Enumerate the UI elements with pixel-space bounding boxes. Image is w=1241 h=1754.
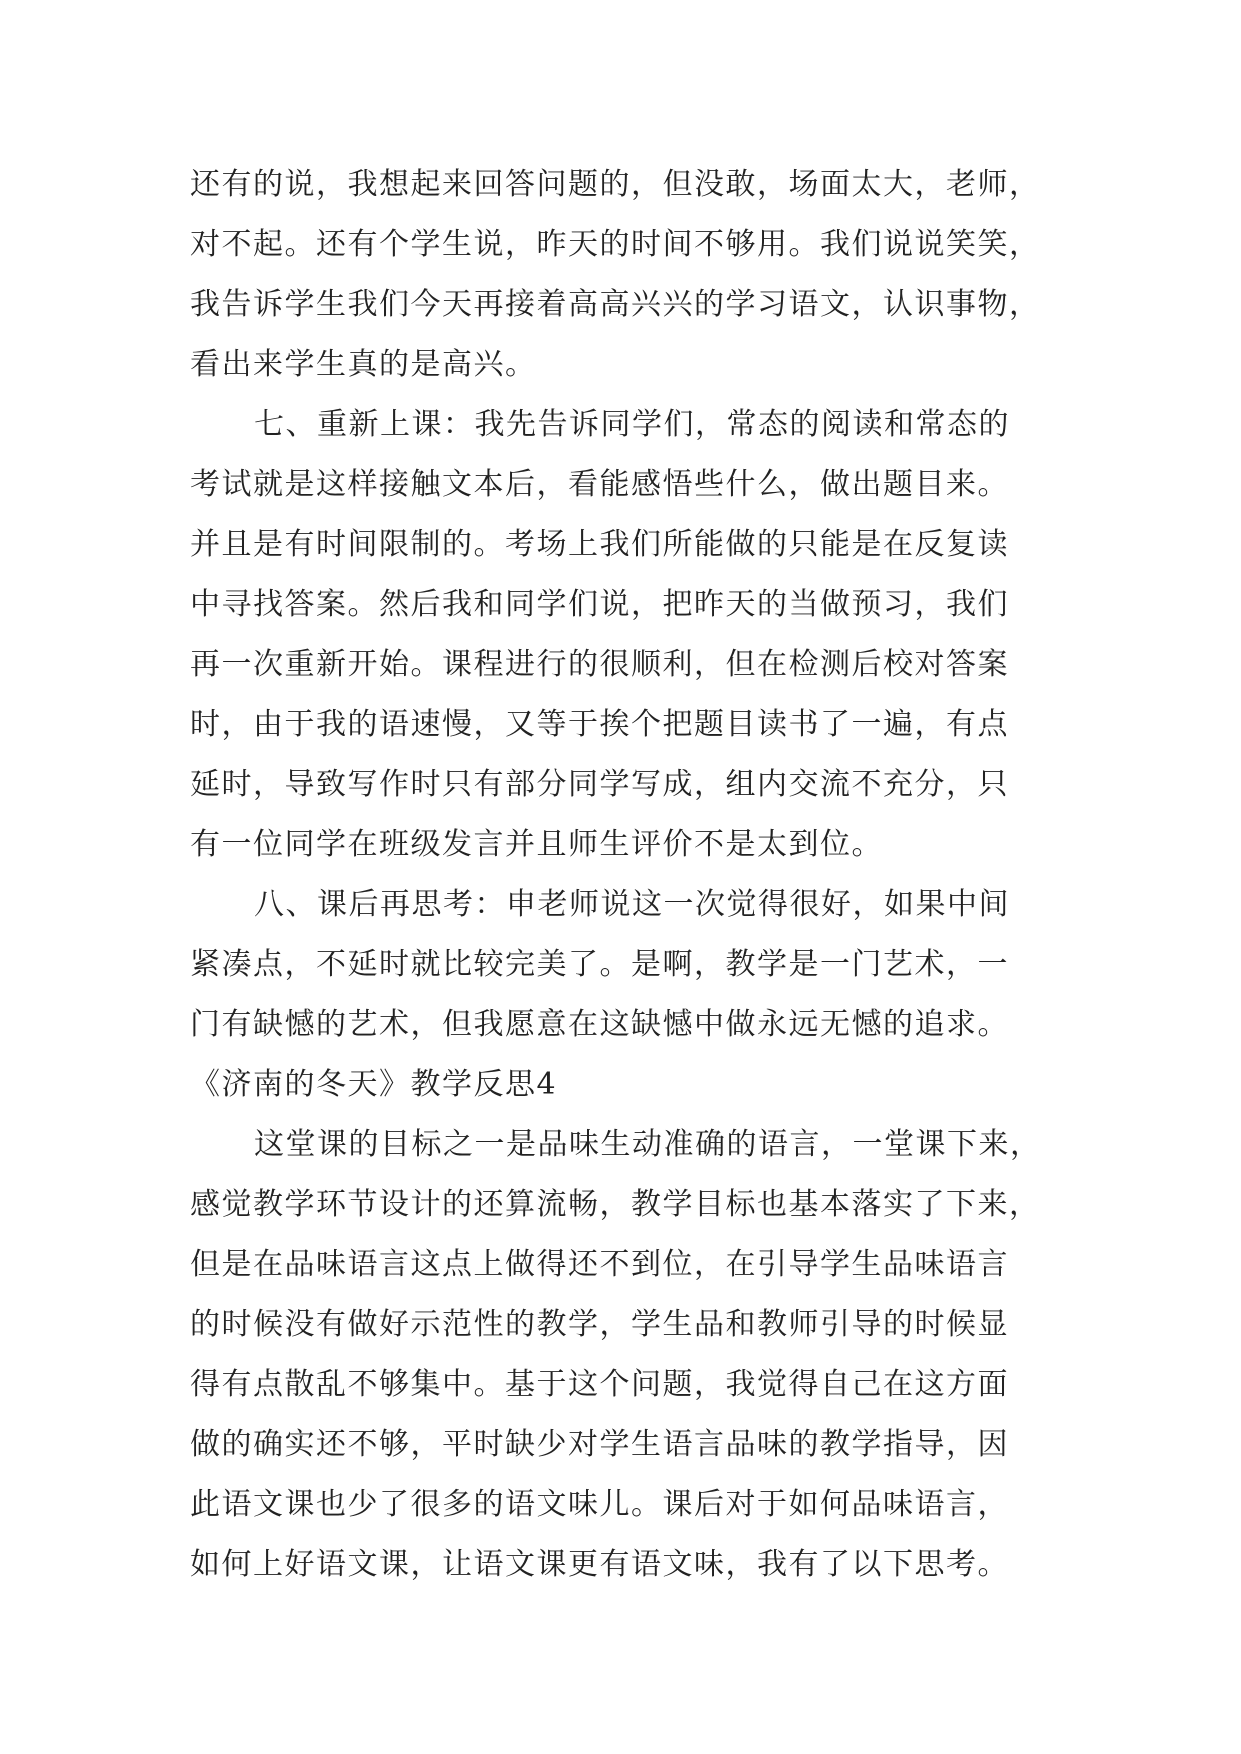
paragraph-start-line: 七、重新上课：我先告诉同学们，常态的阅读和常态的 — [254, 407, 1010, 442]
text-line: 对不起。还有个学生说，昨天的时间不够用。我们说说笑笑， — [190, 227, 1041, 262]
text-line: 做的确实还不够，平时缺少对学生语言品味的教学指导，因 — [190, 1427, 1009, 1462]
text-line: 延时，导致写作时只有部分同学写成，组内交流不充分，只 — [190, 767, 1009, 802]
section-heading: 《济南的冬天》教学反思4 — [190, 1067, 558, 1102]
text-line: 看出来学生真的是高兴。 — [190, 347, 537, 382]
text-line: 此语文课也少了很多的语文味儿。课后对于如何品味语言， — [190, 1487, 1009, 1522]
text-line: 门有缺憾的艺术，但我愿意在这缺憾中做永远无憾的追求。 — [190, 1007, 1009, 1042]
text-line: 有一位同学在班级发言并且师生评价不是太到位。 — [190, 827, 883, 862]
paragraph-start-line: 这堂课的目标之一是品味生动准确的语言，一堂课下来， — [254, 1127, 1042, 1162]
text-line: 还有的说，我想起来回答问题的，但没敢，场面太大，老师， — [190, 167, 1041, 202]
text-line: 感觉教学环节设计的还算流畅，教学目标也基本落实了下来， — [190, 1187, 1041, 1222]
text-line: 我告诉学生我们今天再接着高高兴兴的学习语文，认识事物， — [190, 287, 1041, 322]
text-line: 考试就是这样接触文本后，看能感悟些什么，做出题目来。 — [190, 467, 1009, 502]
document-body — [190, 155, 1090, 1595]
text-line: 紧凑点，不延时就比较完美了。是啊，教学是一门艺术，一 — [190, 947, 1009, 982]
paragraph-start-line: 八、课后再思考：申老师说这一次觉得很好，如果中间 — [254, 887, 1010, 922]
text-line: 但是在品味语言这点上做得还不到位，在引导学生品味语言 — [190, 1247, 1009, 1282]
text-line: 如何上好语文课，让语文课更有语文味，我有了以下思考。 — [190, 1547, 1009, 1582]
text-line: 得有点散乱不够集中。基于这个问题，我觉得自己在这方面 — [190, 1367, 1009, 1402]
text-line: 中寻找答案。然后我和同学们说，把昨天的当做预习，我们 — [190, 587, 1009, 622]
text-line: 的时候没有做好示范性的教学，学生品和教师引导的时候显 — [190, 1307, 1009, 1342]
text-line: 并且是有时间限制的。考场上我们所能做的只能是在反复读 — [190, 527, 1009, 562]
text-line: 时，由于我的语速慢，又等于挨个把题目读书了一遍，有点 — [190, 707, 1009, 742]
text-line: 再一次重新开始。课程进行的很顺利，但在检测后校对答案 — [190, 647, 1009, 682]
